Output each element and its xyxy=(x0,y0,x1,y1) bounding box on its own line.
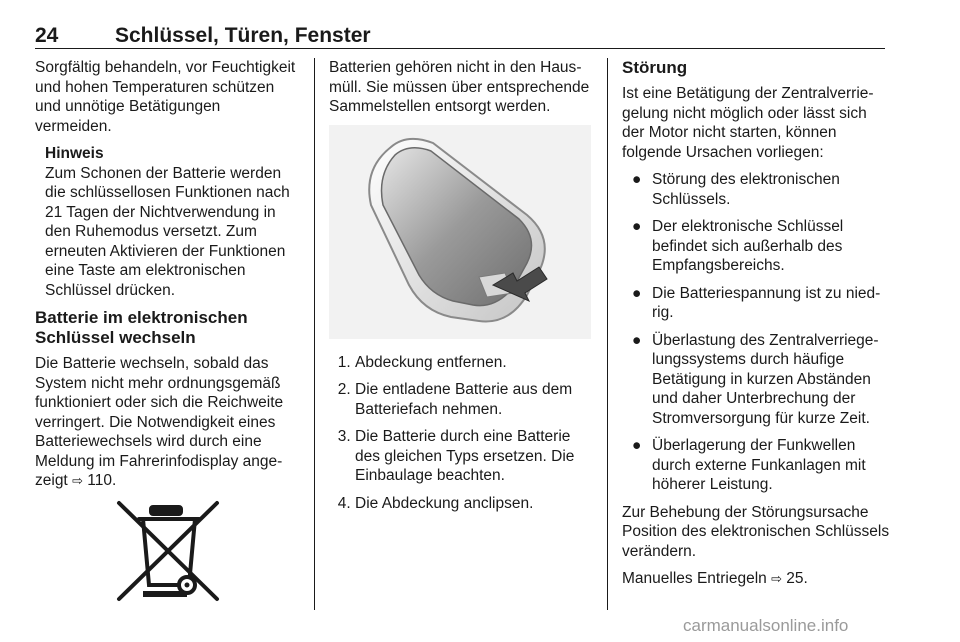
list-item: 1. Abdeckung entfernen. xyxy=(355,353,594,373)
list-item xyxy=(622,436,890,495)
bullet-icon: ● xyxy=(632,437,642,454)
section-heading-battery: Batterie im elektronischen Schlüssel wechseln xyxy=(35,308,248,347)
list-item xyxy=(622,284,890,323)
bullet-icon: ● xyxy=(632,218,642,235)
list-item-text: Die Batteriespannung ist zu niedrig. xyxy=(652,284,881,321)
column-divider xyxy=(607,58,608,610)
section-heading-fault: Störung xyxy=(622,58,688,77)
note-box xyxy=(45,144,300,300)
paragraph-battery-text: Die Batterie wechseln, sobald das System nicht mehr ordnungsgemäß funktioniert oder sich die Reichweite verringert. Die Notwendigkeit eines Batteriewechsels wird durch eine Meldung im Fahrerinfodisplay angezeigt xyxy=(35,355,284,489)
column-1 xyxy=(35,58,300,603)
bullet-icon: ● xyxy=(632,284,642,302)
list-item-text: Der elektronische Schlüssel befindet sich außerhalb des Empfangsbereichs. xyxy=(652,218,844,274)
manual-unlock-text: Manuelles Entriegeln xyxy=(622,570,767,587)
column-divider xyxy=(314,58,315,610)
list-item xyxy=(622,170,890,209)
column-3 xyxy=(622,58,890,597)
paragraph-fix: Zur Behebung der Störungsursache Position des elektronischen Schlüssels verändern. xyxy=(622,503,890,560)
page-ref-link[interactable]: 25. xyxy=(786,570,808,587)
page-ref-arrow-icon: ⇨ xyxy=(771,571,782,586)
list-item-text: Störung des elektronischen Schlüssels. xyxy=(652,171,840,208)
list-item: 2. Die entladene Batterie aus dem Batteriefach nehmen. xyxy=(355,380,594,419)
list-item: 3. Die Batterie durch eine Batterie des gleichen Typs ersetzen. Die Einbaulage beachten. xyxy=(355,427,594,486)
crossed-bin-icon xyxy=(115,499,221,603)
page-header xyxy=(35,22,885,49)
fault-causes-list xyxy=(622,170,890,495)
list-item xyxy=(622,331,890,429)
paragraph-disposal: Batterien gehören nicht in den Hausmüll. Sie müssen über entsprechende Sammelstellen entsorgt werden. xyxy=(329,59,590,115)
page-title: Schlüssel, Türen, Fenster xyxy=(115,24,371,47)
list-item xyxy=(622,217,890,276)
page-ref-arrow-icon: ⇨ xyxy=(72,473,83,488)
column-2 xyxy=(329,58,594,521)
paragraph-fault-intro: Ist eine Betätigung der Zentralverriegelung nicht möglich oder lässt sich der Motor nicht starten, können folgende Ursachen vorliegen: xyxy=(622,85,874,161)
paragraph-care: Sorgfältig behandeln, vor Feuchtigkeit und hohen Temperaturen schützen und unnötige Betätigungen vermeiden. xyxy=(35,59,296,135)
page-ref-link[interactable]: 110. xyxy=(87,472,117,489)
key-fob-image xyxy=(329,125,591,339)
list-item-text: Überlagerung der Funkwellen durch externe Funkanlagen mit höherer Leistung. xyxy=(652,437,866,493)
paragraph-manual-unlock xyxy=(622,569,890,589)
note-text: Zum Schonen der Batterie werden die schlüssellosen Funktionen nach 21 Tagen der Nichtverwendung in den Ruhemodus versetzt. Zum erneuten Aktivieren der Funktionen eine Taste am elektronischen Schlüssel drücken. xyxy=(45,164,290,299)
page-number: 24 xyxy=(35,24,59,47)
bullet-icon: ● xyxy=(632,171,642,188)
note-title: Hinweis xyxy=(45,145,104,162)
list-item-text: Überlastung des Zentralverriegelungssystems durch häufige Betätigung in kurzen Abständen und daher Unterbrechung der Stromversorgung für kurze Zeit. xyxy=(652,331,879,427)
paragraph-battery-change xyxy=(35,354,300,491)
bullet-icon: ● xyxy=(632,331,642,349)
steps-list xyxy=(329,353,594,514)
list-item: 4. Die Abdeckung anclipsen. xyxy=(355,494,594,514)
watermark: carmanualsonline.info xyxy=(683,616,849,635)
